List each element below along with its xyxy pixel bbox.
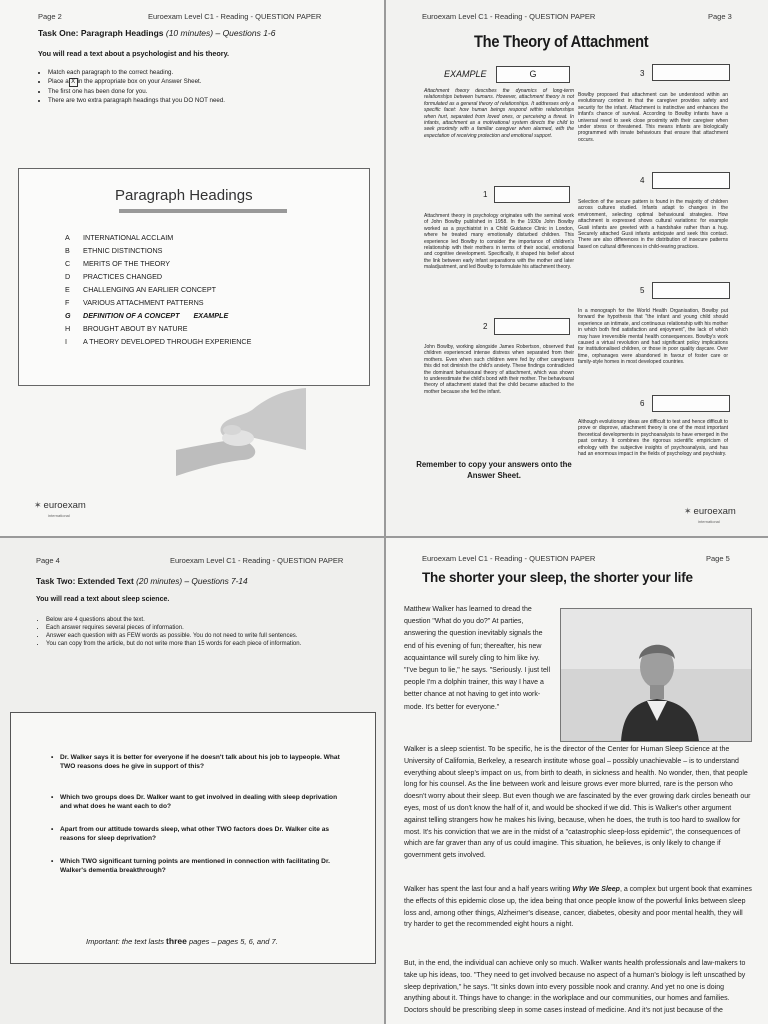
answer-box-3[interactable]: [652, 64, 730, 81]
article-paragraph-1: Walker is a sleep scientist. To be specific, he is the director of the Center for Human Sleep Science at the University of California, Berkeley, a research institute whose goal – possibly unachievable – is to understand everything about sleep's impact on us, from birth to death, in sickness and health. No wonder, then, that people long for his counsel. As the line between work and leisure grows ever more blurred, rare is the person who doesn't worry about their sleep. But even though we are fascinated by the ever growing dark circles beneath our eyes, most of us don't know the half of it, and would be shocked if we did. This is Walker's other argument against telling strangers how he makes his living, because, when he does, the truth is too hard to swallow for most. It's his conviction that we are in the midst of a "catastrophic sleep-loss epidemic", the consequences of which are far graver than any of us could imagine. This situation, he believes, is only likely to change if government gets involved.: [404, 746, 751, 860]
important-note: Important: the text lasts three pages – pages 5, 6, and 7.: [86, 936, 278, 946]
heading-item-h: H BROUGHT ABOUT BY NATURE: [65, 324, 188, 333]
task-intro: You will read a text about a psychologist and his theory.: [38, 49, 230, 58]
article-paragraph-2: Walker has spent the last four and a half years writing Why We Sleep, a complex but urgent book that examines the effects of this epidemic close up, the idea being that once people know of the powerful links between sleep loss and, among other things, Alzheimer's disease, cancer, diabetes, obesity and poor mental health, they will try harder to get the recommended eight hours a night.: [404, 886, 752, 929]
heading-item-g-example: G DEFINITION OF A CONCEPT EXAMPLE: [65, 311, 229, 320]
question-item: • Dr. Walker says it is better for everyone if he doesn't talk about his job to laypeople. What TWO reasons does he give in support of this?: [60, 754, 340, 771]
page-number: Page 3: [708, 12, 732, 21]
instruction-item: • You can copy from the article, but do not write more than 15 words for each piece of information.: [46, 640, 346, 648]
page-number: Page 5: [706, 554, 730, 563]
euroexam-logo: ✶ euroexam international: [684, 506, 736, 524]
paragraph-3: Bowlby proposed that attachment can be understood within an evolutionary context in that the caregiver provides safety and security for the infant. Attachment is instinctive and enhances the infant's chance of survival. According to Bowlby infants have a universal need to seek close proximity with their caregiver when under stress or threatened. This means infants are biologically programmed with innate behaviours that ensure that attachment occurs.: [578, 92, 728, 143]
task-title: Task One: Paragraph Headings (10 minutes) – Questions 1-6: [38, 28, 276, 38]
title-underline: [119, 209, 287, 213]
paragraph-5: In a monograph for the World Health Organisation, Bowlby put forward the hypothesis that "the infant and young child should experience an intimate, and continuous relationship with his mother in which both find satisfaction and enjoyment", the lack of which may have irreversible mental health consequences. Bowlby's work caused a virtual revolution and had significant policy implications for institutionalised children, or those in poor quality daycare. Over time, orphanages were abandoned in favour of foster care or family-style homes in most developed countries.: [578, 308, 728, 366]
page-5: [386, 538, 768, 1024]
running-header: Euroexam Level C1 - Reading - QUESTION PAPER: [170, 556, 344, 565]
box-number-2: 2: [483, 322, 488, 331]
article-title: The Theory of Attachment: [474, 32, 649, 51]
question-item: • Apart from our attitude towards sleep, what other TWO factors does Dr. Walker cite as reasons for sleep deprivation?: [60, 826, 340, 843]
instruction-item: • Match each paragraph to the correct heading.: [48, 68, 225, 77]
instruction-item: • Answer each question with as FEW words as possible. You do not need to write full sentences.: [46, 632, 346, 640]
intro-paragraph: Matthew Walker has learned to dread the question "What do you do?" At parties, answering the question inevitably signals the end of his evening of fun; thereafter, his new acquaintance will surely cling to him like ivy. "I've begun to lie," he says. "Seriously. I just tell people I'm a dolphin trainer, this way I have a better chance at not having to get into work-mode. It's better for everyone.": [404, 606, 551, 711]
page-4: [0, 538, 384, 1024]
heading-item-e: E CHALLENGING AN EARLIER CONCEPT: [65, 285, 216, 294]
paragraph-6: Although evolutionary ideas are difficult to test and hence difficult to prove or disprove, attachment theory is one of the most important theoretical developments in psychoanalysis to have emerged in the past century. It combines the rigorous scientific empiricism of ethology with the subjective insights of psychoanalysis, and has had an enormous impact in the fields of psychology and psychiatry.: [578, 419, 728, 458]
box-number-6: 6: [640, 399, 645, 408]
article-paragraph-3: But, in the end, the individual can achieve only so much. Walker wants health professionals and law-makers to take up his ideas, too. "They need to get involved because no aspect of a human's biology is left unscathed by sleep deprivation," he says. "It sinks down into every possible nook and cranny. And yet no one is doing anything about it. Things have to change: in the workplace and our communities, our homes and families. Doctors should be prescribing sleep in some cases instead of medicine. And it's not just because of the: [404, 960, 746, 1015]
answer-box-5[interactable]: [652, 282, 730, 299]
instruction-item: • There are two extra paragraph headings that you DO NOT need.: [48, 96, 225, 105]
task-intro: You will read a text about sleep science.: [36, 596, 170, 603]
page-number: Page 4: [36, 556, 60, 565]
question-item: • Which TWO significant turning points are mentioned in connection with facilitating Dr. Walker's dementia breakthrough?: [60, 858, 340, 875]
paragraph-example: Attachment theory describes the dynamics of long-term relationships between humans. However, attachment theory is not formulated as a general theory of relationships. It addresses only a specific facet: how human beings respond within relationships when hurt, separated from loved ones, or perceiving a threat. In infants, attachment as a motivational system directs the child to seek proximity with a familiar caregiver when alarmed, with the expectation of receiving protection and emotional support.: [424, 88, 574, 139]
box-number-3: 3: [640, 69, 645, 78]
instruction-item: • Below are 4 questions about the text.: [46, 616, 346, 624]
star-icon: ✶: [684, 506, 692, 516]
paragraph-1: Attachment theory in psychology originates with the seminal work of John Bowlby published in 1958. In the 1930s John Bowlby worked as a psychiatrist in a Child Guidance Clinic in London, where he treated many emotionally disturbed children. This experience led Bowlby to consider the importance of children's relationship with their mothers in terms of their social, emotional and cognitive development. Specifically, it shaped his belief about the link between early infant separations with the mother and later maladjustment, and led Bowlby to formulate his attachment theory.: [424, 213, 574, 271]
headings-list: [65, 231, 355, 348]
paragraph-4: Selection of the secure pattern is found in the majority of children across cultures studied. Infants adapt to changes in the environment, selecting optimal behavioural strategies. How attachment is expressed shows cultural variations: for example Gusii infants are greeted with a handshake rather than a hug. Securely attached Gusii infants anticipate and seek this contact. There are also differences in the distribution of insecure patterns based on cultural differences in child-rearing practices.: [578, 199, 728, 250]
x-box-icon: X: [69, 78, 78, 87]
paragraph-headings-box: [18, 168, 370, 386]
box-number-4: 4: [640, 176, 645, 185]
instruction-item: • Each answer requires several pieces of information.: [46, 624, 346, 632]
box-number-1: 1: [483, 190, 488, 199]
star-icon: ✶: [34, 500, 42, 510]
answer-box-1[interactable]: [494, 186, 570, 203]
headings-box-title: Paragraph Headings: [115, 187, 253, 204]
example-answer-box: G: [496, 66, 570, 83]
task-title: Task Two: Extended Text (20 minutes) – Questions 7-14: [36, 576, 248, 586]
example-label: EXAMPLE: [444, 69, 487, 79]
box-number-5: 5: [640, 286, 645, 295]
answer-box-2[interactable]: [494, 318, 570, 335]
question-item: • Which two groups does Dr. Walker want to get involved in dealing with sleep deprivation and what does he want each to do?: [60, 794, 340, 811]
page-number: Page 2: [38, 12, 62, 21]
heading-item-i: I A THEORY DEVELOPED THROUGH EXPERIENCE: [65, 337, 252, 346]
instructions-list: [36, 68, 225, 105]
matthew-walker-portrait-image: [560, 608, 752, 742]
heading-item-d: D PRACTICES CHANGED: [65, 272, 163, 281]
answer-box-6[interactable]: [652, 395, 730, 412]
heading-item-c: C MERITS OF THE THEORY: [65, 259, 171, 268]
running-header: Euroexam Level C1 - Reading - QUESTION PAPER: [148, 12, 322, 21]
instructions-list: [34, 616, 346, 648]
running-header: Euroexam Level C1 - Reading - QUESTION PAPER: [422, 554, 596, 563]
heading-item-b: B ETHNIC DISTINCTIONS: [65, 246, 163, 255]
paragraph-2: John Bowlby, working alongside James Robertson, observed that children experienced intense distress when separated from their mothers. Even when such children were fed by other caregivers this did not diminish the child's anxiety. These findings contradicted the dominant behavioural theory of attachment, which was shown to underestimate the child's bond with their mother. The behavioural theory of attachment stated that the child became attached to the mother because she fed the infant.: [424, 344, 574, 395]
remember-note: Remember to copy your answers onto the Answer Sheet.: [416, 460, 572, 480]
euroexam-logo: ✶ euroexam international: [34, 500, 86, 518]
answer-box-4[interactable]: [652, 172, 730, 189]
instruction-item: • The first one has been done for you.: [48, 87, 225, 96]
heading-item-f: F VARIOUS ATTACHMENT PATTERNS: [65, 298, 204, 307]
hands-photo-image: [176, 380, 306, 476]
page-2: [0, 0, 384, 536]
running-header: Euroexam Level C1 - Reading - QUESTION PAPER: [422, 12, 596, 21]
page-3: [386, 0, 768, 536]
heading-item-a: A INTERNATIONAL ACCLAIM: [65, 233, 174, 242]
instruction-item: • Place a X in the appropriate box on your Answer Sheet.: [48, 77, 225, 87]
article-title: The shorter your sleep, the shorter your life: [422, 570, 693, 585]
